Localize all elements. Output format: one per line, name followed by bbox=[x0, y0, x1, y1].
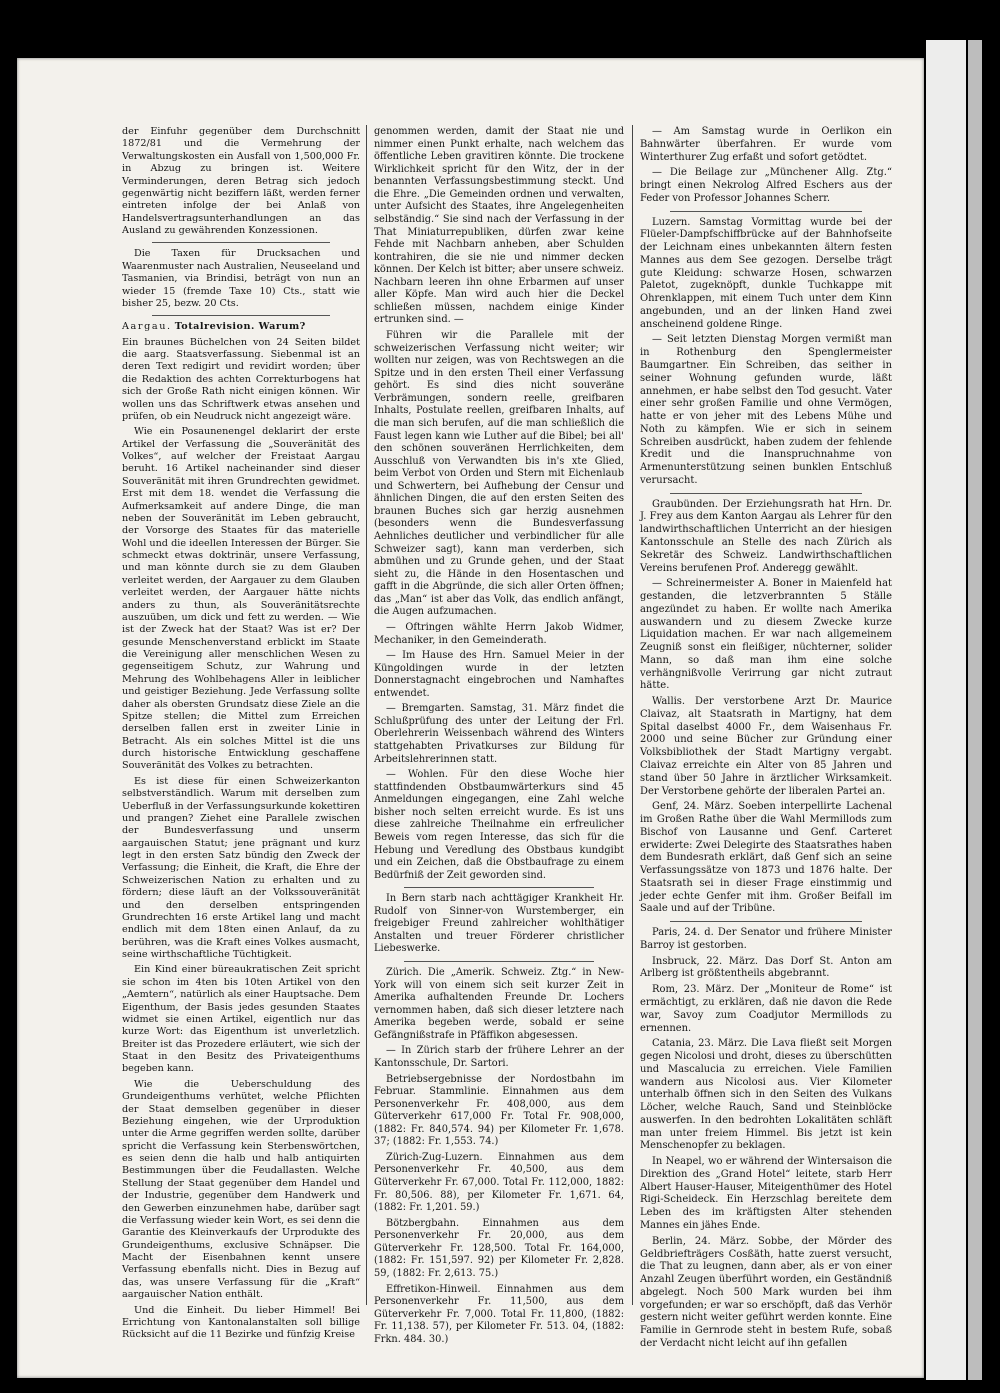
news-item: Effretikon-Hinweil. Einnahmen aus dem Personenverkehr Fr. 11,500, aus dem Güterverkehr Fr. 7,000. Total Fr. 11,800, (1882: Fr. 11,138. 57), per Kilometer Fr. 513. 04, (1882: Frkn. 484. 30.) bbox=[374, 1283, 624, 1345]
news-item: — Seit letzten Dienstag Morgen vermißt man in Rothenburg den Spenglermeister Baumgartner. Ein Schreiben, das seither in seiner Wohnung gefunden wurde, läßt annehmen, er habe selbst den Tod gesucht. Vater einer sehr großen Familie und ohne Vermögen, hatte er von jeher mit des Lebens Mühe und Noth zu kämpfen. Wie er sich in seinem Schreiben ausdrückt, haben zudem der fehlende Kredit und die Inanspruchnahme von Armenunterstützung seinen bunklen Entschluß verursacht. bbox=[640, 334, 892, 486]
article-paragraph: Führen wir die Parallele mit der schweizerischen Verfassung nicht weiter; wir wollten nur zeigen, was von Rechtswegen an die Spitze und in den ersten Theil einer Verfassung gehört. Es sind dies nicht souveräne Verbrämungen, sondern reelle, greifbaren Inhalts, Postulate reellen, greifbaren Inhalts, auf die man sich berufen, auf die man schließlich die Faust legen kann wie Luther auf die Bibel; bei all' den schönen souveränen Herrlichkeiten, dem Ausschluß von Verwandten bis in's xte Glied, beim Verbot von Orden und Stern mit Eichenlaub und Schwertern, bei Aufhebung der Censur und ähnlichen Dingen, die auf den ersten Seiten des braunen Buches sich gar herzig ausnehmen (besonders wenn die Bundesverfassung Aehnliches deutlicher und verbindlicher für alle Schweizer sagt), kann man verderben, sich abmühen und zu Grunde gehen, und der Staat sieht zu, die Hände in den Hosentaschen und gafft in die Abgründe, die sich aller Orten öffnen; das „Man“ ist aber das Volk, das endlich anfängt, die Augen aufzumachen. bbox=[374, 330, 624, 618]
article-paragraph: Wie ein Posaunenengel deklarirt der erste Artikel der Verfassung die „Souveränität des Volkes“, auf welcher der Freistaat Aargau beruht. 16 Artikel nacheinander sind dieser Souveränität mit ihren Grundrechten gewidmet. Erst mit dem 18. wendet die Verfassung die Aufmerksamkeit auf andere Dinge, die man neben der Souveränität im Leben gebraucht, der Vorsorge des Staates für das materielle Wohl und die ideellen Interessen der Bürger. Sie schmeckt etwas doktrinär, unsere Verfassung, und man könnte durch sie zu dem Glauben verleitet werden, der Aargauer zu dem Glauben verleitet werden, der Aargauer hätte nichts anders zu thun, als Souveränitätsrechte auszuüben, um dick und fett zu werden. — Wie ist der Zweck hat der Staat? Was ist er? Der gesunde Menschenverstand erblickt im Staate die Vereinigung aller menschlichen Wesen zu gegenseitigem Schutz, zur Wahrung und Mehrung des Wohlbehagens Aller in leiblicher und geistiger Beziehung. Jede Verfassung sollte daher als obersten Grundsatz diese Ziele an die Spitze stellen; die Mittel zum Erreichen derselben fallen erst in zweiter Linie in Betracht. Als ein solches Mittel ist die uns durch historische Entwicklung geschaffene Souveränität des Volkes zu betrachten. bbox=[122, 426, 360, 772]
page-edge-shadow bbox=[968, 40, 982, 1380]
article-separator bbox=[404, 961, 594, 962]
column-1 bbox=[122, 126, 360, 1345]
article-separator bbox=[670, 211, 862, 212]
news-item: Berlin, 24. März. Sobbe, der Mörder des Geldbriefträgers Cosßäth, hatte zuerst versucht, die That zu leugnen, dann aber, als er von einer Anzahl Zeugen überführt worden, ein Geständniß abgelegt. Noch 500 Mark wurden bei ihm vorgefunden; er war so erschöpft, daß das Verhör gestern nicht weiter geführt werden konnte. Eine Familie in Gernrode steht in bestem Rufe, sobaß der Verdacht nicht leicht auf ihn gefallen bbox=[640, 1235, 892, 1349]
column-rule bbox=[632, 125, 633, 1305]
news-item: — In Zürich starb der frühere Lehrer an der Kantonsschule, Dr. Sartori. bbox=[374, 1045, 624, 1069]
news-item: Bötzbergbahn. Einnahmen aus dem Personenverkehr Fr. 20,000, aus dem Güterverkehr Fr. 128,500. Total Fr. 164,000, (1882: Fr. 151,597. 92) per Kilometer Fr. 2,828. 59, (1882: Fr. 2,613. 75.) bbox=[374, 1217, 624, 1279]
article-paragraph: Die Taxen für Drucksachen und Waarenmuster nach Australien, Neuseeland und Tasmanien, via Brindisi, beträgt von nun an wieder 15 (fremde Taxe 10) Cts., statt wie bisher 25, bezw. 20 Cts. bbox=[122, 248, 360, 309]
headline: Totalrevision. Warum? bbox=[174, 321, 306, 333]
news-item: Zürich-Zug-Luzern. Einnahmen aus dem Personenverkehr Fr. 40,500, aus dem Güterverkehr Fr. 67,000. Total Fr. 112,000, 1882: Fr. 80,506. 88), per Kilometer Fr. 1,671. 64, (1882: Fr. 1,201. 59.) bbox=[374, 1151, 624, 1214]
column-2 bbox=[374, 126, 624, 1349]
news-item: — Oftringen wählte Herrn Jakob Widmer, Mechaniker, in den Gemeinderath. bbox=[374, 621, 624, 646]
article-paragraph: Ein braunes Büchelchen von 24 Seiten bildet die aarg. Staatsverfassung. Siebenmal ist an deren Text redigirt und revidirt worden; über die Redaktion des achten Correkturbogens hat sich der Große Rath nicht einigen können. Wir wollen uns das Schriftwerk etwas ansehen und prüfen, ob ein Neudruck nicht angezeigt wäre. bbox=[122, 336, 360, 422]
article-paragraph: Ein Kind einer büreaukratischen Zeit spricht sie schon im 4ten bis 10ten Artikel von den „Aemtern“, natürlich als einer Hauptsache. Dem Eigenthum, der Basis jedes gesunden Staates widmet sie einen Artikel, eigentlich nur das kurze Wort: das Eigenthum ist unverletzlich. Breiter ist das Prozedere erläutert, wie sich der Staat in den Besitz des Privateigenthums begeben kann. bbox=[122, 964, 360, 1075]
article-separator bbox=[670, 493, 862, 494]
news-item: — Wohlen. Für den diese Woche hier stattfindenden Obstbaumwärterkurs sind 45 Anmeldungen eingegangen, eine Zahl welche bisher noch selten erreicht wurde. Es ist uns diese zahlreiche Theilnahme ein erfreulicher Beweis vom regen Interesse, das sich für die Hebung und Veredlung des Obstbaus kundgibt und ein Zeichen, daß die Obstbaufrage zu einem Bedürfniß der Zeit geworden sind. bbox=[374, 769, 624, 881]
column-3 bbox=[640, 126, 892, 1354]
news-item: — Im Hause des Hrn. Samuel Meier in der Küngoldingen wurde in der letzten Donnerstagnacht eingebrochen und Namhaftes entwendet. bbox=[374, 650, 624, 699]
news-item: — Am Samstag wurde in Oerlikon ein Bahnwärter überfahren. Er wurde vom Winterthurer Zug erfaßt und sofort getödtet. bbox=[640, 126, 892, 163]
news-item: Zürich. Die „Amerik. Schweiz. Ztg.“ in New-York will von einem sich seit kurzer Zeit in Amerika aufhaltenden Freunde Dr. Lochers vernommen haben, daß sich dieser letztere nach Amerika begeben werde, sobald er seine Gefängnißstrafe in Pfäffikon abgesessen. bbox=[374, 967, 624, 1041]
article-separator bbox=[404, 887, 594, 888]
news-item: — Bremgarten. Samstag, 31. März findet die Schlußprüfung des unter der Leitung der Frl. Oberlehrerin Weissenbach während des Winters stattgehabten Privatkurses zur Bildung für Arbeitslehrerinnen statt. bbox=[374, 703, 624, 765]
page-edge bbox=[926, 40, 966, 1380]
article-paragraph: Es ist diese für einen Schweizerkanton selbstverständlich. Warum mit derselben zum Ueberfluß in der Verfassungsurkunde kokettiren und prangen? Ziehet eine Parallele zwischen der Bundesverfassung und unserm aargauischen Statut; jene prägnant und kurz legt in den ersten Satz bündig den Zweck der Verfassung; die Einheit, die Kraft, die Ehre der Schweizerischen Nation zu erhalten und zu fördern; diese läuft an der Volkssouveränität und den derselben entspringenden Grundrechten 16 erste Artikel lang und macht endlich mit dem 18ten einen Anlauf, da zu berühren, was die Kraft eines Volkes ausmacht, seine wirthschaftliche Tüchtigkeit. bbox=[122, 775, 360, 960]
news-item: Genf, 24. März. Soeben interpellirte Lachenal im Großen Rathe über die Wahl Mermillods zum Bischof von Lausanne und Genf. Carteret erwiderte: Zwei Delegirte des Staatsrathes haben dem Bundesrath erklärt, daß Genf sich an seine Verfassungssätze von 1873 und 1876 halte. Der Staatsrath sei in dieser Frage einstimmig und jeder echte Genfer mit ihm. Großer Beifall im Saale und auf der Tribüne. bbox=[640, 801, 892, 915]
dateline: Aargau. bbox=[122, 321, 172, 333]
article-paragraph: Wie die Ueberschuldung des Grundeigenthums verhütet, welche Pflichten der Staat demselben gegenüber in dieser Beziehung eingehen, wie der Urproduktion unter die Arme gegriffen werden sollte, darüber spricht die Verfassung kein Sterbenswörtchen, es seien denn die halb und halb antiquirten Bestimmungen über die Feudallasten. Welche Stellung der Staat gegenüber dem Handel und der Industrie, gegenüber dem Handwerk und den Gewerben einzunehmen habe, darüber sagt die Verfassung wieder kein Wort, es sei denn die Garantie des Kleinverkaufs der Urprodukte des Grundeigenthums, exclusive Schnäpser. Die Macht der Eisenbahnen kennt unsere Verfassung ebenfalls nicht. Dies in Bezug auf das, was unsere Verfassung für die „Kraft“ aargauischer Nation enthält. bbox=[122, 1078, 360, 1301]
article-heading bbox=[122, 321, 360, 333]
news-item: Insbruck, 22. März. Das Dorf St. Anton am Arlberg ist größtentheils abgebrannt. bbox=[640, 955, 892, 980]
article-paragraph: genommen werden, damit der Staat nie und nimmer einen Punkt erhalte, nach welchem das öffentliche Leben gravitiren könnte. Die trockene Wirklichkeit spricht für den Witz, der in der benannten Verfassungsbestimmung steckt. Und die Ehre. „Die Gemeinden ordnen und verwalten, unter Aufsicht des Staates, ihre Angelegenheiten selbständig.“ Sie sind nach der Verfassung in der That Miniaturrepubliken, dürfen zwar keine Fehde mit Nachbarn anheben, aber Schulden kontrahiren, die sie nie und nimmer decken können. Der Kelch ist bitter; aber unsere schweiz. Nachbarn leeren ihn ohne Erbarmen auf unser aller Köpfe. Man wird auch hier die Deckel schließen müssen, nachdem einige Kinder ertrunken sind. — bbox=[374, 126, 624, 326]
article-separator bbox=[670, 921, 862, 922]
article-paragraph: der Einfuhr gegenüber dem Durchschnitt 1872/81 und die Vermehrung der Verwaltungskosten ein Ausfall von 1,500,000 Fr. in Abzug zu bringen ist. Weitere Verminderungen, deren Betrag sich jedoch gegenwärtig nicht beziffern läßt, werden ferner eintreten infolge der bei Anlaß von Handelsvertragsunterhandlungen an das Ausland zu gewährenden Konzessionen. bbox=[122, 126, 360, 236]
article-separator bbox=[152, 315, 330, 316]
news-item: In Neapel, wo er während der Wintersaison die Direktion des „Grand Hotel“ leitete, starb Herr Albert Hauser-Hauser, Miteigenthümer des Hotel Rigi-Scheideck. Ein Herzschlag bereitete dem Leben des im kräftigsten Alter stehenden Mannes ein jähes Ende. bbox=[640, 1156, 892, 1232]
news-item: Wallis. Der verstorbene Arzt Dr. Maurice Claivaz, alt Staatsrath in Martigny, hat dem Spital daselbst 4000 Fr., dem Waisenhaus Fr. 2000 und seine Bücher zur Gründung einer Volksbibliothek der Stadt Martigny vergabt. Claivaz erreichte ein Alter von 85 Jahren und stand über 50 Jahre in ärztlicher Wirksamkeit. Der Verstorbene gehörte der liberalen Partei an. bbox=[640, 696, 892, 797]
news-item: In Bern starb nach achttägiger Krankheit Hr. Rudolf von Sinner-von Wurstemberger, ein freigebiger Freund zahlreicher wohlthätiger Anstalten und treuer Förderer christlicher Liebeswerke. bbox=[374, 893, 624, 955]
news-item: — Die Beilage zur „Münchener Allg. Ztg.“ bringt einen Nekrolog Alfred Eschers aus der Feder von Professor Johannes Scherr. bbox=[640, 167, 892, 204]
article-paragraph: Und die Einheit. Du lieber Himmel! Bei Errichtung von Kantonalanstalten soll billige Rücksicht auf die 11 Bezirke und fünfzig Kreise bbox=[122, 1304, 360, 1341]
news-item: Paris, 24. d. Der Senator und frühere Minister Barroy ist gestorben. bbox=[640, 927, 892, 951]
news-item: Luzern. Samstag Vormittag wurde bei der Flüeler-Dampfschiffbrücke auf der Bahnhofseite der Leichnam eines unbekannten ältern festen Mannes aus dem See gezogen. Derselbe trägt gute Kleidung: schwarze Hosen, schwarzen Paletot, zugeknöpft, dunkle Tuchkappe mit Ohrenklappen, mit einem Tuch unter dem Kinn angebunden, und an der linken Hand zwei anscheinend goldene Ringe. bbox=[640, 216, 892, 330]
column-rule bbox=[366, 125, 367, 1305]
article-separator bbox=[152, 242, 330, 243]
news-item: Betriebsergebnisse der Nordostbahn im Februar. Stammlinie. Einnahmen aus dem Personenverkehr Fr. 408,000, aus dem Güterverkehr 617,000 Fr. Total Fr. 908,000, (1882: Fr. 840,574. 94) per Kilometer Fr. 1,678. 37; (1882: Fr. 1,553. 74.) bbox=[374, 1073, 624, 1148]
news-item: Catania, 23. März. Die Lava fließt seit Morgen gegen Nicolosi und droht, dieses zu überschütten und Mascalucia zu erreichen. Viele Familien wandern aus Nicolosi aus. Vier Kilometer unterhalb öffnen sich in den Seiten des Vulkans Löcher, welche Rauch, Sand und Steinblöcke auswerfen. In den bedrohten Lokalitäten schläft man unter freiem Himmel. Bis jetzt ist kein Menschenopfer zu beklagen. bbox=[640, 1038, 892, 1152]
news-item: Graubünden. Der Erziehungsrath hat Hrn. Dr. J. Frey aus dem Kanton Aargau als Lehrer für den landwirthschaftlichen Unterricht an der hiesigen Kantonsschule an Stelle des nach Zürich als Sekretär des Schweiz. Landwirthschaftlichen Vereins berufenen Prof. Anderegg gewählt. bbox=[640, 498, 892, 574]
news-item: — Schreinermeister A. Boner in Maienfeld hat gestanden, die letzverbrannten 5 Ställe angezündet zu haben. Er wollte nach Amerika auswandern und zu diesem Zwecke kurze Liquidation machen. Er war nach allgemeinem Zeugniß sonst ein fleißiger, nüchterner, solider Mann, so daß man ihm eine solche verhängnißvolle Verirrung gar nicht zutraut hätte. bbox=[640, 578, 892, 692]
news-item: Rom, 23. März. Der „Moniteur de Rome“ ist ermächtigt, zu erklären, daß nie davon die Rede war, Savoy zum Coadjutor Mermillods zu ernennen. bbox=[640, 984, 892, 1034]
